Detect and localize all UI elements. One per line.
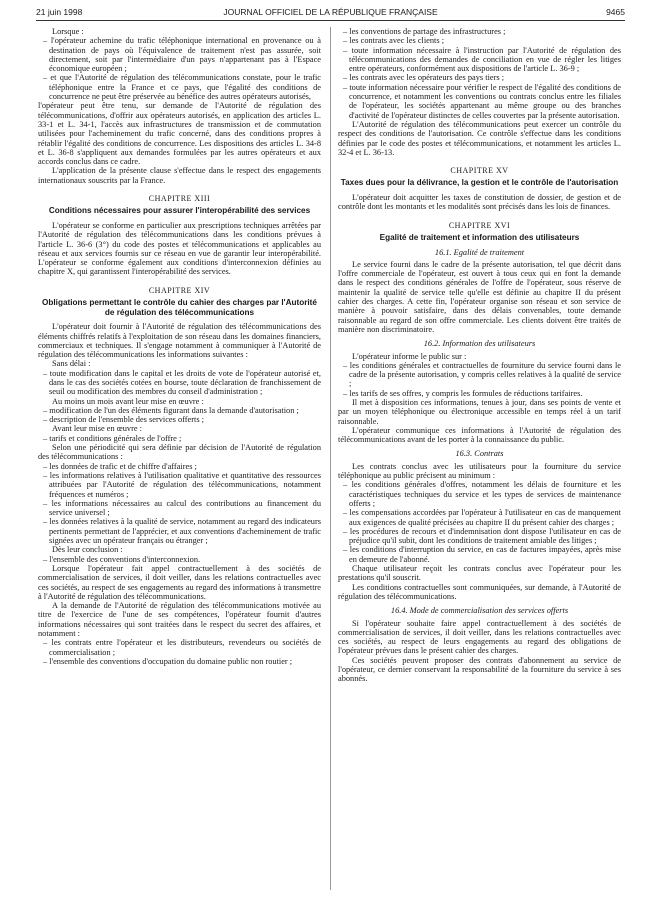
list-item: – toute modification dans le capital et les droits de vote de l'opérateur autorisé et, dans le cas des sociétés cotées en bourse, toute déclaration de franchissement de seuil ou modification des membres du conseil d'administration ; <box>43 368 321 397</box>
list-item: – toute information nécessaire pour vérifier le respect de l'égalité des conditions de concurrence, et notamment les conventions ou contrats conclus entre les filiales de l'opérateur, les sociétés appartenant au même groupe ou des branches d'activité de l'opérateur distinctes de celles couvertes par la présente autorisation. <box>343 82 621 120</box>
paragraph: L'opérateur informe le public sur : <box>352 351 467 361</box>
paragraph: Lorsque : <box>52 27 84 36</box>
header-rule <box>36 20 625 21</box>
list-item: – l'opérateur achemine du trafic téléphonique international en provenance ou à destination de pays où l'équivalence de traitement n'est pas assurée, soit directement, soit par l'intermédiaire d'un pays n'appartenant pas à l'Espace économique européen ; <box>43 36 321 74</box>
paragraph: L'opérateur communique ces informations à l'Autorité de régulation des télécommunications avant de les porter à la connaissance du public. <box>338 425 621 445</box>
list-item: – les conditions générales et contractuelles de fourniture du service fourni dans le cadre de la présente autorisation, y compris celles relatives à la qualité de service ; <box>343 360 621 389</box>
chapter-title: Egalité de traitement et information des utilisateurs <box>379 232 580 242</box>
list-item: – les procédures de recours et d'indemnisation dont dispose l'utilisateur en cas de préjudice qu'il subit, dont les conditions de traitement amiable des litiges ; <box>343 526 621 546</box>
paragraph: Le service fourni dans le cadre de la présente autorisation, tel que décrit dans l'offre commerciale de l'opérateur, est ouvert à tous ceux qui en font la demande dans le respect des conditions générales de l'offre de l'opérateur, sous réserve de maintenir la qualité de service telle qu'elle est définie au chapitre II du présent cahier des charges. A cette fin, l'opérateur organise son réseau et son service de manière à pouvoir satisfaire, dans des délais convenables, toute demande raisonnable au regard de son offre commerciale. Les clients doivent être traités de manière non discriminatoire. <box>338 259 621 334</box>
paragraph: L'application de la présente clause s'effectue dans le respect des engagements internationaux souscrits par la France. <box>38 166 321 185</box>
list-item: – les informations relatives à l'utilisation qualitative et quantitative des ressources attribuées par l'Autorité de régulation des télécommunications, notamment fréquences et numéros ; <box>43 470 321 499</box>
list-item: – les contrats entre l'opérateur et les distributeurs, revendeurs ou sociétés de commercialisation ; <box>43 638 321 657</box>
paragraph: Ces sociétés peuvent proposer des contrats d'abonnement au service de l'opérateur, ce dernier conservant la responsabilité de la fourniture du service à ses abonnés. <box>338 655 621 684</box>
paragraph: Avant leur mise en œuvre : <box>52 424 142 434</box>
paragraph: Les conditions contractuelles sont communiquées, sur demande, à l'Autorité de régulation des télécommunications. <box>338 582 621 601</box>
paragraph: A la demande de l'Autorité de régulation des télécommunications motivée au titre de l'exercice de l'une de ses compétences, l'opérateur fournit d'autres informations nécessaires qui sont traitées dans le respect du secret des affaires, et notamment : <box>38 601 321 638</box>
paragraph: Il met à disposition ces informations, tenues à jour, dans ses points de vente et par un moyen téléphonique ou électronique accessible en temps réel à un tarif raisonnable. <box>338 397 621 426</box>
page-number: 9465 <box>606 7 625 17</box>
list-item: – les conditions d'interruption du service, en cas de factures impayées, après mise en demeure de l'abonné. <box>343 545 621 564</box>
paragraph: L'opérateur se conforme en particulier aux prescriptions techniques arrêtées par l'Autorité de régulation des télécommunications dans les conditions prévues à l'article L. 36-6 (3°) du code des postes et télécommunications et applicables au réseau et aux services fournis sur ce réseau en vue de garantir leur interopérabilité. L'opérateur se conforme également aux conditions d'interconnexion définies au chapitre X, qui garantissent l'interopérabilité des services. <box>38 220 321 277</box>
paragraph: L'opérateur doit fournir à l'Autorité de régulation des télécommunications des éléments chiffrés relatifs à l'exploitation de son réseau dans les domaines financiers, commerciaux et techniques. Il s'engage notamment à communiquer à l'Autorité de régulation des télécommunications les informations suivantes : <box>38 322 321 360</box>
chapter-number: CHAPITRE XV <box>450 166 509 176</box>
paragraph: Si l'opérateur souhaite faire appel contractuellement à des sociétés de commercialisation de services, il doit veiller, dans les relations contractuelles avec ces sociétés, au respect de leurs engagements au regard des obligations de l'opérateur prévues dans le présent cahier des charges. <box>338 618 621 656</box>
list-item: – les conditions générales d'offres, notamment les délais de fourniture et les caractéristiques techniques du service et les types de services de maintenance offerts ; <box>343 480 621 508</box>
list-item: – les tarifs de ses offres, y compris les formules de réductions tarifaires. <box>343 388 583 398</box>
chapter-title: Taxes dues pour la délivrance, la gestion et le contrôle de l'autorisation <box>340 178 619 188</box>
chapter-number: CHAPITRE XVI <box>448 220 511 230</box>
section-heading: 16.1. Egalité de traitement <box>434 247 525 257</box>
paragraph: l'opérateur peut être tenu, sur demande de l'Autorité de régulation des télécommunications, d'offrir aux opérateurs autorisés, en application des articles L. 33-1 et L. 34-1, l'accès aux infrastructures de transmission et de commutation utilisées pour l'acheminement du trafic concerné, dans des conditions propres à rétablir l'égalité des conditions de concurrence. Les dispositions des articles L. 34-8 et L. 36-8 s'appliquent aux demandes formulées par les autres opérateurs et aux accords conclus dans ce cadre. <box>38 101 321 167</box>
list-item: – toute information nécessaire à l'instruction par l'Autorité de régulation des télécommunications des demandes de conciliation en vue de régler les litiges entre opérateurs, conformément aux dispositions de l'article L. 36-9 ; <box>343 45 621 74</box>
list-item: – tarifs et conditions générales de l'offre ; <box>43 433 182 443</box>
header-date: 21 juin 1998 <box>36 7 83 17</box>
list-item: – les contrats avec les opérateurs des pays tiers ; <box>343 73 505 83</box>
list-item: – description de l'ensemble des services offerts ; <box>43 415 204 425</box>
list-item: – modification de l'un des éléments figurant dans la demande d'autorisation ; <box>43 405 299 415</box>
paragraph: L'Autorité de régulation des télécommunications peut exercer un contrôle du respect des conditions de l'autorisation. Ce contrôle s'effectue dans les conditions définies par le code des postes et télécommunications, et notamment les articles L. 32-4 et L. 36-13. <box>338 119 621 157</box>
paragraph: Lorsque l'opérateur fait appel contractuellement à des sociétés de commercialisation de services, il doit veiller, dans les relations contractuelles avec ces sociétés, au respect de ses engagements au regard des informations à transmettre à l'Autorité de régulation des télécommunications. <box>38 563 321 601</box>
paragraph: Sans délai : <box>52 359 91 369</box>
paragraph: Chaque utilisateur reçoit les contrats conclus avec l'opérateur pour les prestations qu'il souscrit. <box>338 564 621 583</box>
section-heading: 16.4. Mode de commercialisation des services offerts <box>390 606 569 616</box>
list-item: – les compensations accordées par l'opérateur à l'utilisateur en cas de manquement aux exigences de qualité précisées au chapitre II du présent cahier des charges ; <box>343 508 621 527</box>
paragraph: Selon une périodicité qui sera définie par décision de l'Autorité de régulation des télécommunications : <box>38 443 321 462</box>
header-title: JOURNAL OFFICIEL DE LA RÉPUBLIQUE FRANÇAISE <box>223 7 438 17</box>
list-item: – l'ensemble des conventions d'interconnexion. <box>43 554 201 564</box>
section-heading: 16.2. Information des utilisateurs <box>423 339 536 349</box>
chapter-number: CHAPITRE XIV <box>148 285 211 295</box>
section-heading: 16.3. Contrats <box>455 449 504 459</box>
list-item: – les données de trafic et de chiffre d'affaires ; <box>43 461 197 471</box>
paragraph: Les contrats conclus avec les utilisateurs pour la fourniture du service téléphonique au public précisent au minimum : <box>338 461 621 481</box>
list-item: – et que l'Autorité de régulation des télécommunications constate, pour le trafic téléphonique entre la France et ce pays, que l'égalité des conditions de concurrence ne peut être préservée au bénéfice des autres opérateurs autorisés, <box>43 73 321 102</box>
list-item: – les données relatives à la qualité de service, notamment au regard des indicateurs pertinents permettant de l'apprécier, et aux conventions d'acheminement de trafic signées avec un opérateur français ou étranger ; <box>43 517 321 546</box>
chapter-title: Conditions nécessaires pour assurer l'interopérabilité des services <box>48 206 311 216</box>
list-item: – les informations nécessaires au calcul des contributions au financement du service universel ; <box>43 498 321 518</box>
list-item: – les conventions de partage des infrastructures ; <box>343 27 506 36</box>
column-separator <box>330 27 331 890</box>
paragraph: Dès leur conclusion : <box>52 545 123 555</box>
paragraph: Au moins un mois avant leur mise en œuvre : <box>52 396 204 406</box>
chapter-number: CHAPITRE XIII <box>148 194 211 204</box>
list-item: – les contrats avec les clients ; <box>343 36 445 46</box>
list-item: – l'ensemble des conventions d'occupation du domaine public non routier ; <box>43 656 293 666</box>
chapter-title: Obligations permettant le contrôle du cahier des charges par l'Autorité de régulation des télécommunications <box>42 298 317 317</box>
left-column <box>38 27 321 666</box>
paragraph: L'opérateur doit acquitter les taxes de constitution de dossier, de gestion et de contrôle dont les montants et les modalités sont précisés dans les lois de finances. <box>338 193 621 212</box>
right-column <box>338 27 621 684</box>
